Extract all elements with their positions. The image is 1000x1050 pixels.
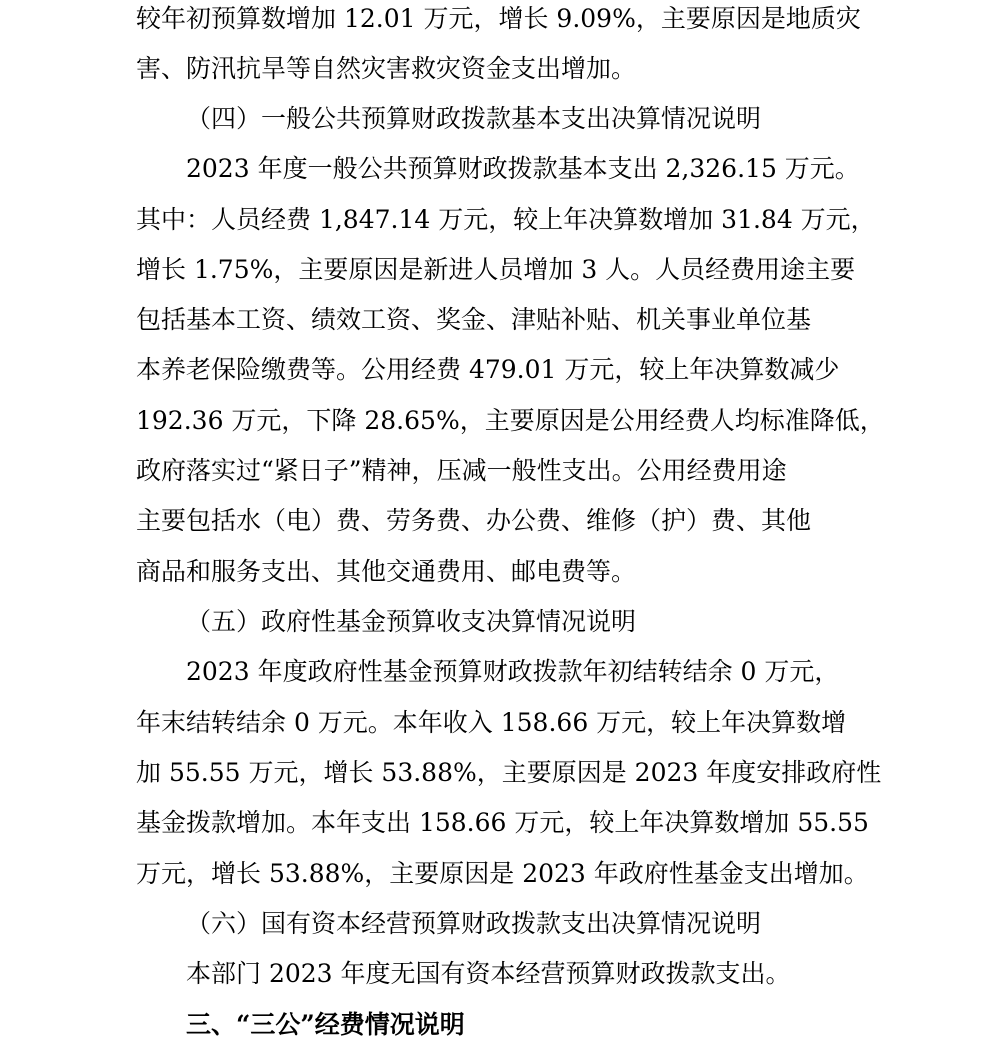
body-text-line: 本部门 2023 年度无国有资本经营预算财政拨款支出。 — [186, 959, 791, 988]
body-text-line: 包括基本工资、绩效工资、奖金、津贴补贴、机关事业单位基 — [136, 305, 812, 334]
section-heading-6: （六）国有资本经营预算财政拨款支出决算情况说明 — [186, 909, 762, 938]
chapter-heading-3: 三、“三公”经费情况说明 — [186, 1010, 465, 1039]
body-text-line: 增长 1.75%，主要原因是新进人员增加 3 人。人员经费用途主要 — [136, 255, 856, 284]
body-text-line: 害、防汛抗旱等自然灾害救灾资金支出增加。 — [136, 54, 637, 83]
body-text-line: 其中：人员经费 1,847.14 万元，较上年决算数增加 31.84 万元， — [136, 205, 876, 234]
body-text-line: 万元，增长 53.88%，主要原因是 2023 年政府性基金支出增加。 — [136, 859, 869, 888]
body-text-line: 2023 年度政府性基金预算财政拨款年初结转结余 0 万元， — [186, 657, 840, 686]
body-text-line: 主要包括水（电）费、劳务费、办公费、维修（护）费、其他 — [136, 506, 812, 535]
body-text-line: 基金拨款增加。本年支出 158.66 万元，较上年决算数增加 55.55 — [136, 808, 869, 837]
section-heading-5: （五）政府性基金预算收支决算情况说明 — [186, 607, 637, 636]
body-text-line: 年末结转结余 0 万元。本年收入 158.66 万元，较上年决算数增 — [136, 708, 847, 737]
body-text-line: 商品和服务支出、其他交通费用、邮电费等。 — [136, 557, 637, 586]
body-text-line: 加 55.55 万元，增长 53.88%，主要原因是 2023 年度安排政府性 — [136, 758, 882, 787]
body-text-line: 本养老保险缴费等。公用经费 479.01 万元，较上年决算数减少 — [136, 355, 840, 384]
section-heading-4: （四）一般公共预算财政拨款基本支出决算情况说明 — [186, 104, 762, 133]
body-text-line: 2023 年度一般公共预算财政拨款基本支出 2,326.15 万元。 — [186, 154, 860, 183]
body-text-line: 192.36 万元，下降 28.65%，主要原因是公用经费人均标准降低， — [136, 406, 885, 435]
body-text-line: 政府落实过“紧日子”精神，压减一般性支出。公用经费用途 — [136, 456, 787, 485]
body-text-line: 较年初预算数增加 12.01 万元，增长 9.09%，主要原因是地质灾 — [136, 4, 861, 33]
